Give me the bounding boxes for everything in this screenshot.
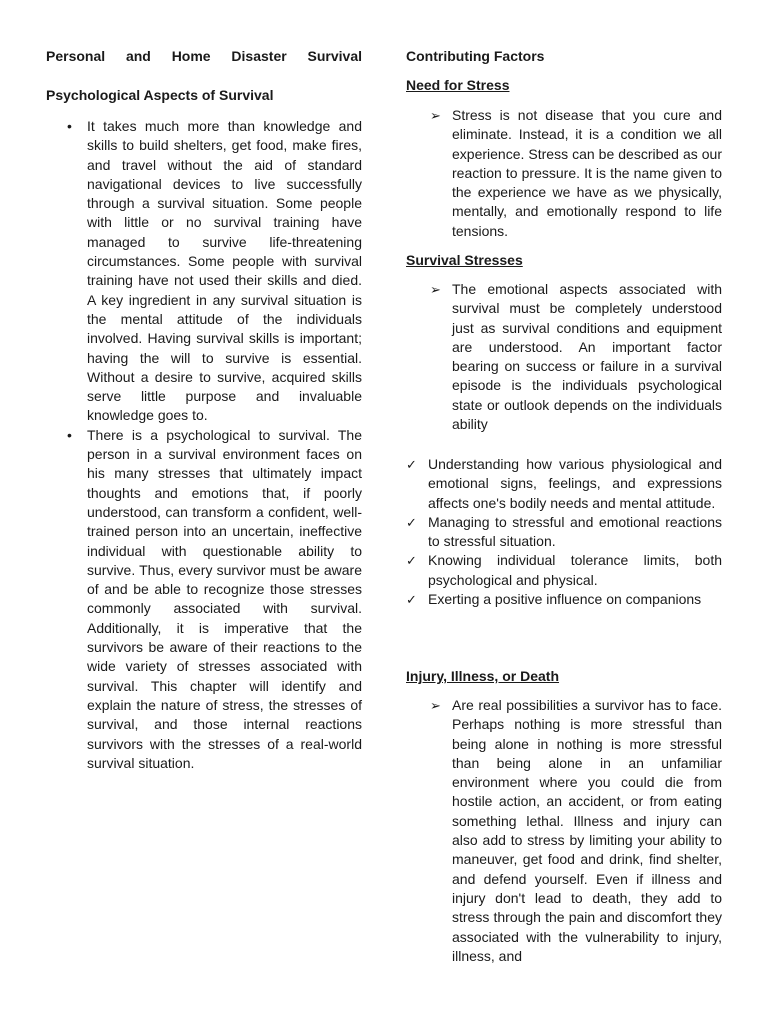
checklist-item xyxy=(406,513,722,552)
need-for-stress-heading: Need for Stress xyxy=(406,77,510,93)
checklist-text: Exerting a positive influence on companions xyxy=(428,591,702,608)
section-subtitle: Psychological Aspects of Survival xyxy=(46,87,274,103)
checkmark-icon: ✓ xyxy=(406,457,417,472)
arrow-bullet-icon: ➢ xyxy=(430,282,441,297)
checklist-text: Understanding how various physiological and emotional signs, feelings, and expressions affects one's bodily needs and mental attitude. xyxy=(428,456,722,511)
document-title: Personal and Home Disaster Survival xyxy=(46,48,362,64)
arrow-bullet-icon: ➢ xyxy=(430,698,441,713)
contributing-factors-heading: Contributing Factors xyxy=(406,48,545,64)
checkmark-icon: ✓ xyxy=(406,592,417,608)
bullet-text: There is a psychological to survival. The person in a survival environment faces on his many stresses that ultimately impact thoughts and emotions that, if poorly understood, can transform a confident, well-trained person into an uncertain, ineffective individual with questionable ability to survive. Thus, every survivor must be aware of and be able to recognize those stresses commonly associated with survival. Additionally, it is imperative that the survivors be aware of their reactions to the wide variety of stresses associated with survival. This chapter will identify and explain the nature of stress, the stresses of survival, and those internal reactions survivors with the stresses of a real-world survival situation. xyxy=(87,426,362,771)
bullet-icon: • xyxy=(67,118,72,134)
arrow-bullet-icon: ➢ xyxy=(430,108,441,123)
checklist-item xyxy=(406,551,722,590)
checkmark-icon: ✓ xyxy=(406,553,417,569)
need-for-stress-text: Stress is not disease that you cure and eliminate. Instead, it is a condition we all experience. Stress can be described as our reaction to pressure. It is the name given to the experience we have as we physically, mentally, and emotionally respond to life tensions. xyxy=(452,107,722,239)
checklist xyxy=(406,455,722,609)
bullet-list xyxy=(67,117,362,773)
need-for-stress-item xyxy=(430,106,722,241)
checklist-item xyxy=(406,590,722,609)
injury-illness-death-item xyxy=(430,696,722,966)
list-item xyxy=(67,117,362,426)
checklist-item xyxy=(406,455,722,513)
survival-stresses-heading: Survival Stresses xyxy=(406,252,523,268)
bullet-text: It takes much more than knowledge and skills to build shelters, get food, make fires, and travel without the aid of standard navigational devices to live successfully through a survival situation. Some people with little or no survival training have managed to survive life-threatening circumstances. Some people with survival training have not used their skills and died. A key ingredient in any survival situation is the mental attitude of the individuals involved. Having survival skills is important; having the will to survive is essential. Without a desire to survive, acquired skills serve little purpose and invaluable knowledge goes to. xyxy=(87,118,362,424)
injury-illness-death-heading: Injury, Illness, or Death xyxy=(406,668,560,684)
checklist-text: Managing to stressful and emotional reactions to stressful situation. xyxy=(428,513,722,550)
injury-illness-death-text: Are real possibilities a survivor has to face. Perhaps nothing is more stressful than being alone in nothing is more stressful than being alone in an unfamiliar environment where you could die from hostile action, an accident, or from eating something lethal. Illness and injury can also add to stress by limiting your ability to maneuver, get food and drink, find shelter, and defend yourself. Even if illness and injury don't lead to death, they add to stress through the pain and discomfort they associated with the vulnerability to injury, illness, and xyxy=(452,697,722,964)
bullet-icon: • xyxy=(67,426,72,443)
list-item xyxy=(67,426,362,773)
survival-stresses-text: The emotional aspects associated with survival must be completely understood just as survival conditions and equipment are understood. An important factor bearing on success or failure in a survival episode is the individuals psychological state or outlook depends on the individuals ability xyxy=(452,281,722,433)
survival-stresses-item xyxy=(430,280,722,434)
checklist-text: Knowing individual tolerance limits, both psychological and physical. xyxy=(428,552,722,588)
checkmark-icon: ✓ xyxy=(406,514,417,530)
